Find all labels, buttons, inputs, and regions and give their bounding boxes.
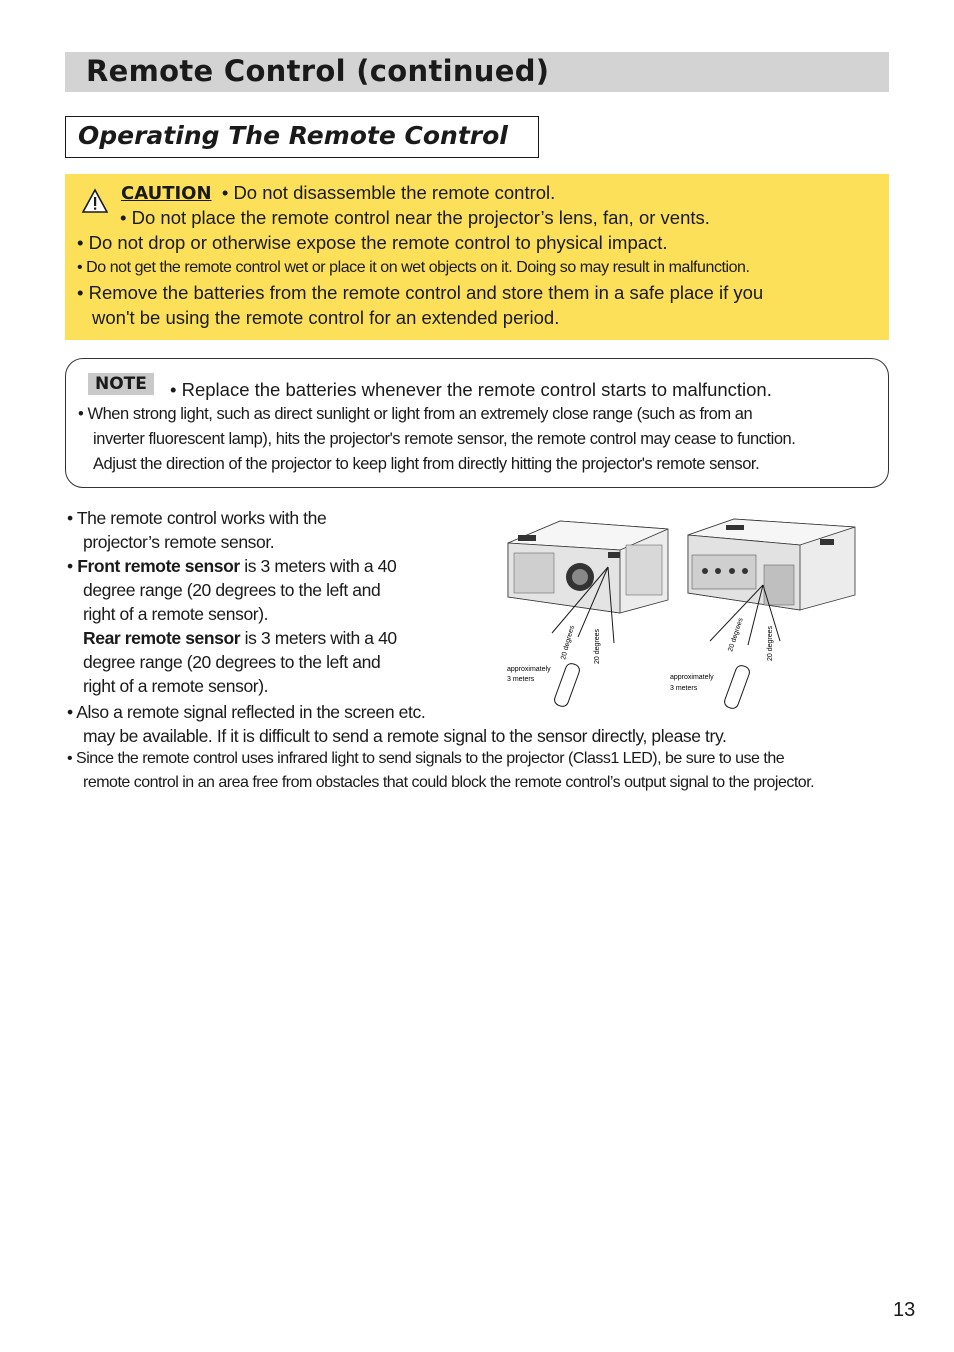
rear-angle-label-left: 20 degrees bbox=[727, 617, 745, 653]
front-sensor-text: is 3 meters with a 40 bbox=[239, 556, 397, 576]
caution-line-4: • Do not get the remote control wet or place it on wet objects on it. Doing so may result in malfunction. bbox=[77, 259, 750, 276]
front-distance-label-1: approximately bbox=[507, 666, 551, 673]
rear-remote-control-icon bbox=[723, 664, 751, 710]
body-line-rear bbox=[83, 628, 397, 649]
body-line-11b: remote control in an area free from obstacles that could block the remote control’s output signal to the projector. bbox=[83, 774, 815, 791]
body-line-9: • Also a remote signal reflected in the screen etc. bbox=[67, 702, 426, 722]
note-line-2c: Adjust the direction of the projector to keep light from directly hitting the projector's remote sensor. bbox=[93, 455, 760, 473]
body-line-1: • The remote control works with the bbox=[67, 508, 327, 528]
caution-line-1 bbox=[121, 182, 555, 204]
caution-line-2: • Do not place the remote control near the projector’s lens, fan, or vents. bbox=[120, 207, 710, 228]
section-heading-box bbox=[65, 116, 539, 158]
rear-distance-label-1: approximately bbox=[670, 674, 714, 681]
warning-triangle-icon bbox=[82, 188, 108, 214]
projector-rear-illustration bbox=[688, 519, 855, 610]
body-line-front bbox=[67, 556, 396, 577]
rear-sensor-text: is 3 meters with a 40 bbox=[240, 628, 397, 648]
front-sensor-label: Front remote sensor bbox=[77, 556, 240, 576]
projector-front-illustration bbox=[508, 521, 668, 613]
rear-sensor-label: Rear remote sensor bbox=[83, 628, 241, 648]
body-line-10: may be available. If it is difficult to send a remote signal to the sensor directly, please try. bbox=[83, 726, 727, 746]
caution-line-5b: won't be using the remote control for an extended period. bbox=[92, 307, 560, 328]
front-angle-label-right: 20 degrees bbox=[594, 628, 601, 664]
body-line-4: degree range (20 degrees to the left and bbox=[83, 580, 381, 600]
note-label: NOTE bbox=[88, 373, 154, 395]
front-bullet: • bbox=[67, 556, 78, 576]
caution-label: CAUTION bbox=[121, 183, 212, 204]
front-distance-label-2: 3 meters bbox=[507, 676, 535, 683]
page-title: Remote Control (continued) bbox=[86, 54, 550, 88]
rear-distance-label-2: 3 meters bbox=[670, 685, 698, 692]
body-line-7: degree range (20 degrees to the left and bbox=[83, 652, 381, 672]
title-bar bbox=[65, 52, 889, 92]
body-line-2: projector’s remote sensor. bbox=[83, 532, 275, 552]
note-box bbox=[65, 358, 889, 488]
front-remote-control-icon bbox=[553, 662, 581, 708]
caution-text-1: • Do not disassemble the remote control. bbox=[221, 182, 556, 203]
section-title: Operating The Remote Control bbox=[78, 121, 508, 150]
note-line-2a: • When strong light, such as direct sunlight or light from an extremely close range (such as from an bbox=[78, 405, 753, 423]
note-line-2b: inverter fluorescent lamp), hits the projector's remote sensor, the remote control may cease to function. bbox=[93, 430, 796, 448]
caution-line-3: • Do not drop or otherwise expose the remote control to physical impact. bbox=[77, 232, 668, 253]
remote-sensor-diagram bbox=[500, 515, 860, 715]
page-number: 13 bbox=[893, 1299, 916, 1321]
front-angle-label-left: 20 degrees bbox=[560, 624, 576, 661]
caution-box bbox=[65, 174, 889, 340]
body-line-8: right of a remote sensor). bbox=[83, 676, 269, 696]
body-line-5: right of a remote sensor). bbox=[83, 604, 269, 624]
note-line-1: • Replace the batteries whenever the remote control starts to malfunction. bbox=[170, 379, 772, 400]
rear-angle-label-right: 20 degrees bbox=[767, 625, 774, 661]
caution-line-5a: • Remove the batteries from the remote control and store them in a safe place if you bbox=[77, 282, 764, 303]
body-line-11a: • Since the remote control uses infrared light to send signals to the projector (Class1 LED), be sure to use the bbox=[67, 750, 785, 767]
